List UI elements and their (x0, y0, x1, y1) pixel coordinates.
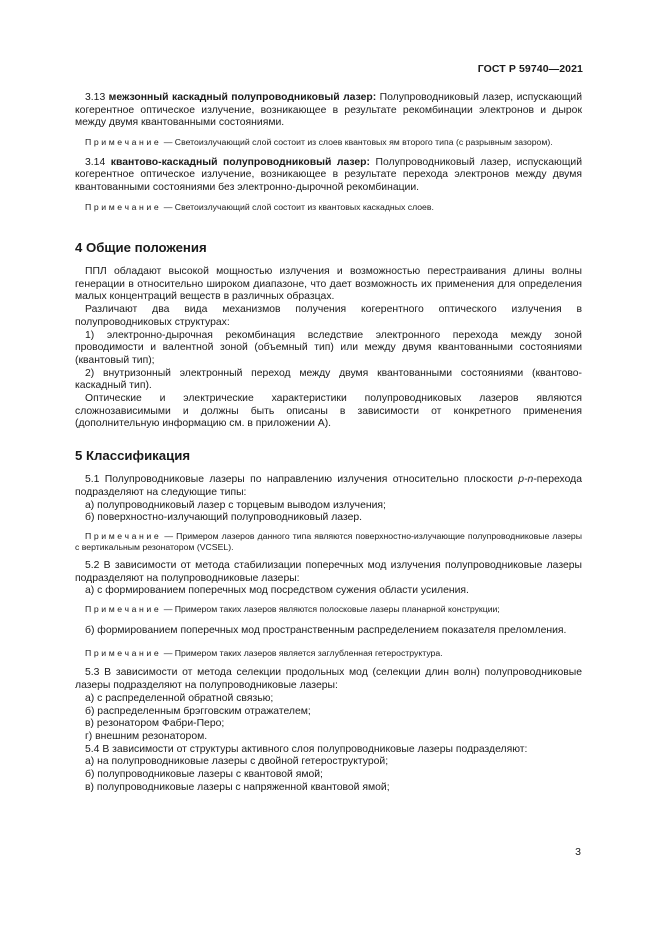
term-name: квантово-каскадный полупроводниковый лазер: (110, 156, 370, 168)
note-label: Примечание (85, 648, 162, 659)
note-3-13 (75, 137, 582, 148)
doc-code-header: ГОСТ Р 59740—2021 (477, 63, 583, 75)
term-number: 3.13 (85, 92, 109, 103)
note-text: — Светоизлучающий слой состоит из слоев квантовых ям второго типа (с разрывным зазором). (161, 137, 553, 148)
list-item: б) распределенным брэгговским отражателем; (85, 705, 311, 717)
note-3-14 (75, 202, 582, 213)
list-item: б) формированием поперечных мод пространственным распределением показателя преломления. (85, 625, 567, 637)
pn-junction-italic: p-n (518, 474, 534, 486)
list-item: 1) электронно-дырочная рекомбинация вследствие электронного перехода между зоной проводимости и валентной зоной (объемный тип) или между двумя квантованными состояниями (квантовый тип); (75, 329, 582, 366)
note-text: — Примером таких лазеров является заглубленная гетероструктура. (161, 648, 443, 659)
section-4-heading: 4 Общие положения (75, 240, 207, 256)
term-3-13 (75, 92, 582, 130)
term-3-14 (75, 157, 582, 195)
clause-5-2: 5.2 В зависимости от метода стабилизации поперечных мод излучения полупроводниковые лазеры подразделяют на полупроводниковые лазеры: (75, 559, 582, 584)
list-item: а) полупроводниковый лазер с торцевым выводом излучения; (85, 499, 386, 511)
list-item: а) на полупроводниковые лазеры с двойной гетероструктурой; (85, 756, 389, 768)
paragraph: Различают два вида механизмов получения когерентного оптического излучения в полупроводниковых структурах: (75, 304, 582, 328)
term-number: 3.14 (85, 156, 111, 168)
list-item: в) резонатором Фабри-Перо; (85, 718, 225, 730)
term-definition: Полупроводниковый лазер, испускающий когерентное оптическое излучение, возникающее в результате рекомбинации электронов и дырок между двумя квантованными состояниями. (75, 92, 582, 129)
paragraph: ППЛ обладают высокой мощностью излучения и возможностью перестраивания длины волны генерации в относительно широком диапазоне, что дает возможность их применения для определения малых концентраций веществ в различных образцах. (75, 266, 582, 303)
note-5-2a (75, 604, 582, 615)
clause-text: 5.1 Полупроводниковые лазеры по направлению излучения относительно плоскости (85, 474, 519, 486)
list-item: б) полупроводниковые лазеры с квантовой ямой; (85, 769, 323, 781)
list-item: г) внешним резонатором. (85, 730, 208, 742)
note-text: — Светоизлучающий слой состоит из квантовых каскадных слоев. (161, 201, 434, 212)
list-item: б) поверхностно-излучающий полупроводниковый лазер. (85, 512, 363, 524)
page-number: 3 (575, 846, 581, 858)
note-5-2b (75, 648, 582, 659)
list-item: а) с распределенной обратной связью; (85, 692, 274, 704)
note-label: Примечание (85, 603, 162, 614)
term-definition: Полупроводниковый лазер, испускающий когерентное оптическое излучение, возникающее в результате перехода электронов между двумя квантованными состояниями без электронно-дырочной рекомбинации. (75, 156, 582, 193)
page-content (75, 92, 582, 794)
clause-5-4: 5.4 В зависимости от структуры активного слоя полупроводниковые лазеры подразделяют: (85, 743, 528, 755)
list-item: а) с формированием поперечных мод посредством сужения области усиления. (85, 585, 469, 597)
paragraph: Оптические и электрические характеристики полупроводниковых лазеров являются сложнозависимыми и должны быть описаны в зависимости от конкретного применения (дополнительную информацию см. в приложении А). (75, 393, 582, 430)
note-text: — Примером таких лазеров являются полосковые лазеры планарной конструкции; (161, 603, 500, 614)
term-name: межзонный каскадный полупроводниковый лазер: (108, 92, 377, 103)
clause-text: -перехода подразделяют на следующие типы: (75, 474, 582, 498)
note-label: Примечание (85, 201, 162, 212)
note-label: Примечание (85, 530, 162, 541)
note-text: — Примером лазеров данного типа являются поверхностно-излучающие полупроводниковые лазеры с вертикальным резонатором (VCSEL). (75, 530, 582, 553)
clause-5-3: 5.3 В зависимости от метода селекции продольных мод (селекции длин волн) полупроводниковые лазеры подразделяют на полупроводниковые лазеры: (75, 667, 582, 692)
list-item: 2) внутризонный электронный переход между двумя квантованными состояниями (квантово-каскадный тип). (75, 367, 582, 392)
note-label: Примечание (85, 137, 162, 148)
section-5-heading: 5 Классификация (75, 448, 191, 464)
clause-5-1 (75, 474, 582, 499)
note-5-1 (75, 531, 582, 554)
list-item: в) полупроводниковые лазеры с напряженной квантовой ямой; (85, 781, 390, 793)
